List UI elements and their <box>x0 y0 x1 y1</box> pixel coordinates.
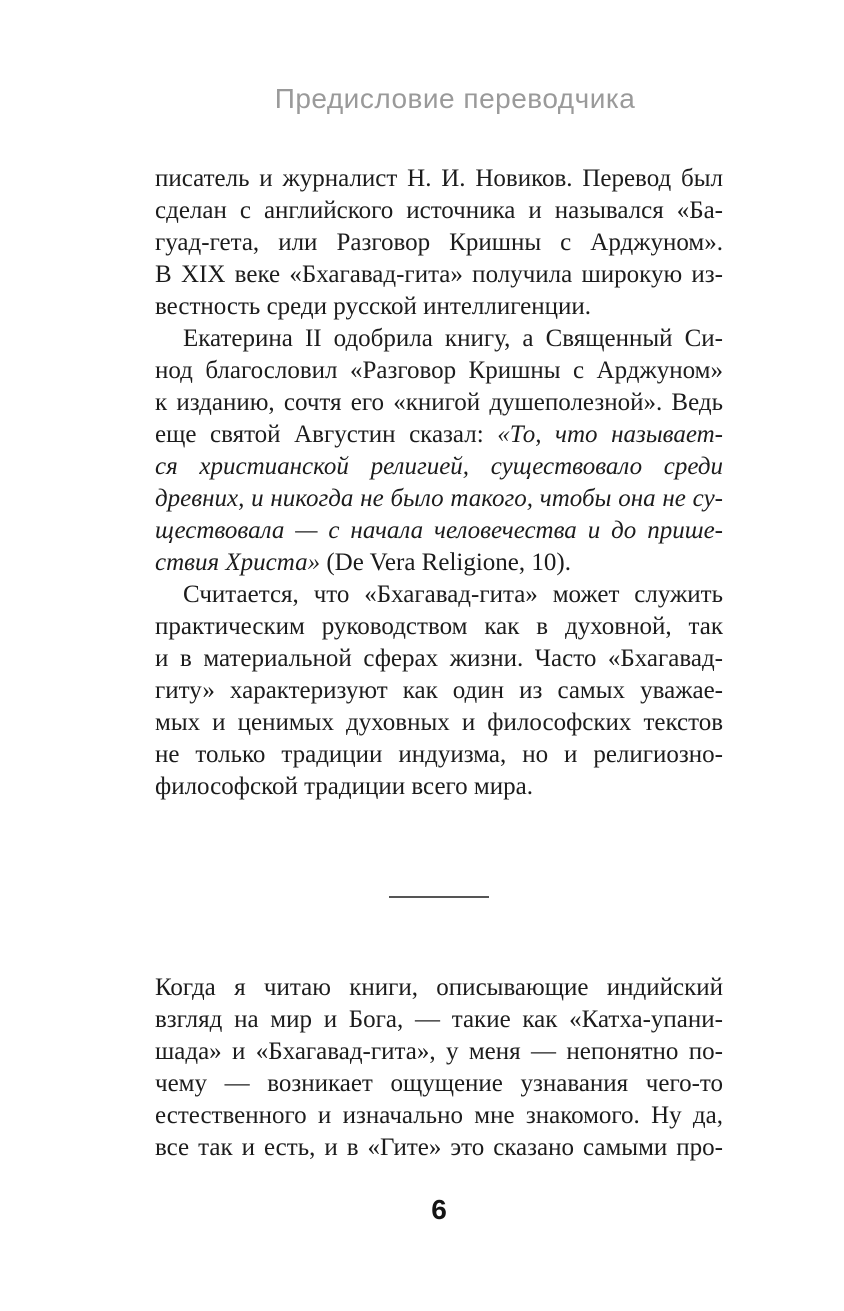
text-line <box>155 675 723 707</box>
body-text <box>155 163 723 1164</box>
text-segment: Когда я читаю книги, описывающие индийский <box>155 974 723 1001</box>
text-line <box>155 323 723 355</box>
text-segment: взгляд на мир и Бога, — такие как «Катха-упани- <box>155 1006 723 1033</box>
text-line <box>155 643 723 675</box>
text-segment: Считается, что «Бхагавад-гита» может служить <box>183 581 723 608</box>
text-line <box>155 419 723 451</box>
text-line <box>155 579 723 611</box>
chapter-header: Предисловие переводчика <box>274 83 636 114</box>
text-segment: Екатерина II одобрила книгу, а Священный Си- <box>183 325 723 352</box>
text-segment: еще святой Августин сказал: <box>155 421 498 448</box>
italic-text-segment: ществовала — с начала человечества и до прише- <box>155 517 723 544</box>
text-line <box>155 1100 723 1132</box>
text-segment: естественного и изначально мне знакомого. Ну да, <box>155 1102 723 1129</box>
text-segment: писатель и журналист Н. И. Новиков. Перевод был <box>155 165 723 192</box>
italic-text-segment: ствия Христа» <box>155 549 321 576</box>
paragraph <box>155 579 723 803</box>
text-segment: не только традиции индуизма, но и религиозно- <box>155 741 723 768</box>
text-segment: В XIX веке «Бхагавад-гита» получила широкую из- <box>155 261 723 288</box>
paragraph <box>155 972 723 1164</box>
text-line <box>155 227 723 259</box>
paragraph <box>155 163 723 323</box>
text-segment: сделан с английского источника и назывался «Ба- <box>155 197 723 224</box>
text-segment: мых и ценимых духовных и философских текстов <box>155 709 723 736</box>
text-line <box>155 259 723 291</box>
paragraph <box>155 323 723 579</box>
text-line <box>155 483 723 515</box>
text-line <box>155 547 723 579</box>
text-segment: все так и есть, и в «Гите» это сказано самыми про- <box>155 1134 723 1161</box>
text-segment: к изданию, сочтя его «книгой душеполезной». Ведь <box>155 389 723 416</box>
text-line <box>155 1132 723 1164</box>
text-line <box>155 451 723 483</box>
text-line <box>155 291 723 323</box>
text-segment: шада» и «Бхагавад-гита», у меня — непонятно по- <box>155 1038 723 1065</box>
text-line <box>155 1068 723 1100</box>
text-segment: вестность среди русской интеллигенции. <box>155 293 592 320</box>
text-segment: гуад-гета, или Разговор Кришны с Арджуном». <box>155 229 723 256</box>
text-line <box>155 972 723 1004</box>
text-line <box>155 163 723 195</box>
divider-line <box>389 896 489 898</box>
text-segment: практическим руководством как в духовной, так <box>155 613 723 640</box>
text-line <box>155 707 723 739</box>
text-line <box>155 739 723 771</box>
text-segment: чему — возникает ощущение узнавания чего-то <box>155 1070 723 1097</box>
section-divider <box>155 896 723 898</box>
text-line <box>155 1004 723 1036</box>
italic-text-segment: ся христианской религией, существовало среди <box>155 453 723 480</box>
text-segment: нод благословил «Разговор Кришны с Арджуном» <box>155 357 723 384</box>
italic-text-segment: древних, и никогда не было такого, чтобы она не су- <box>155 485 723 512</box>
text-line <box>155 771 723 803</box>
text-line <box>155 195 723 227</box>
page-number: 6 <box>431 1194 447 1225</box>
text-segment: гиту» характеризуют как один из самых уважае- <box>155 677 723 704</box>
text-line <box>155 1036 723 1068</box>
text-line <box>155 515 723 547</box>
text-segment: философской традиции всего мира. <box>155 773 533 800</box>
italic-text-segment: «То, что называет- <box>497 421 723 448</box>
text-segment: и в материальной сферах жизни. Часто «Бхагавад- <box>155 645 723 672</box>
text-line <box>155 611 723 643</box>
text-line <box>155 387 723 419</box>
text-segment: (De Vera Religione, 10). <box>320 549 571 576</box>
text-line <box>155 355 723 387</box>
